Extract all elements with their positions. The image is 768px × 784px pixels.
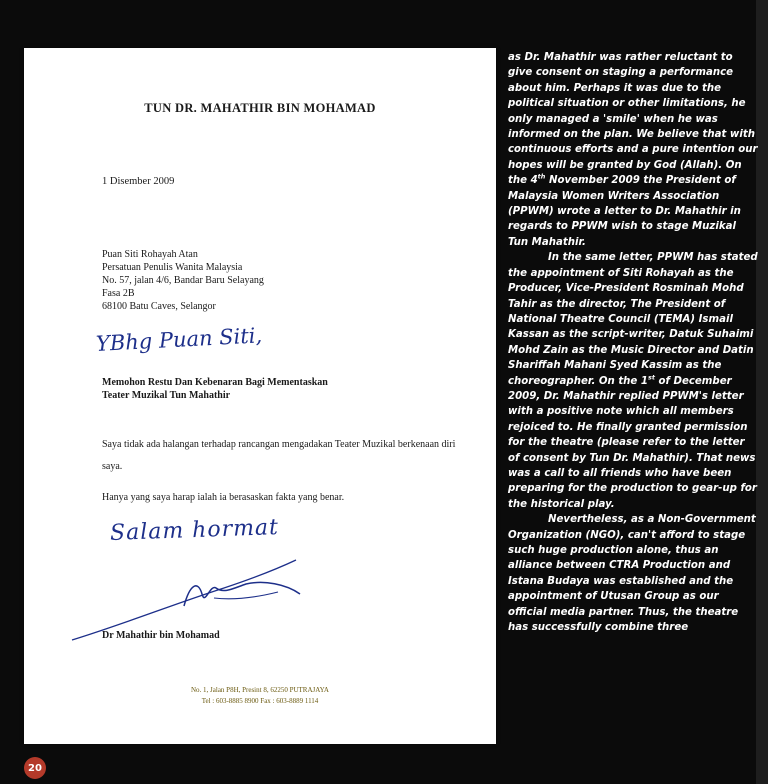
letter-page [24, 48, 496, 744]
letter-paragraph-1: Saya tidak ada halangan terhadap rancangan mengadakan Teater Muzikal berkenaan diri saya. [102, 439, 456, 472]
letter-subject [102, 376, 328, 402]
page-number-badge: 20 [24, 757, 46, 779]
letter-title: TUN DR. MAHATHIR BIN MOHAMAD [144, 101, 376, 115]
article-paragraph-3: Nevertheless, as a Non-Government Organization (NGO), can't afford to stage such huge production alone, thus an alliance between CTRA Production and Istana Budaya was established and the appointment of Utusan Group as our official media partner. Thus, the theatre has successfully combine three [508, 514, 756, 634]
subject-line: Memohon Restu Dan Kebenaran Bagi Mementaskan [102, 377, 328, 388]
address-line: Fasa 2B [102, 288, 135, 299]
letterhead-footer [24, 685, 496, 707]
handwritten-closing: Salam hormat [109, 515, 280, 546]
recipient-address [102, 248, 264, 313]
address-line: 68100 Batu Caves, Selangor [102, 301, 216, 312]
address-line: Puan Siti Rohayah Atan [102, 249, 198, 260]
letter-paragraph-2: Hanya yang saya harap ialah ia berasaskan fakta yang benar. [102, 492, 345, 503]
footer-contact: Tel : 603-8885 8900 Fax : 603-8889 1114 [201, 697, 319, 705]
footer-address: No. 1, Jalan P8H, Presint 8, 62250 PUTRAJAYA [190, 686, 329, 694]
address-line: No. 57, jalan 4/6, Bandar Baru Selayang [102, 275, 264, 286]
article-paragraph-2: In the same letter, PPWM has stated the appointment of Siti Rohayah as the Producer, Vice-President Rosminah Mohd Tahir as the director, The President of National Theatre Council (TEMA) Ismail Kassan as the script-writer, Datuk Suhaimi Mohd Zain as the Music Director and Datin Shariffah Mahani Syed Kassim as the choreographer. On the 1st of December 2009, Dr. Mahathir replied PPWM's letter with a positive note which all members rejoiced to. He finally granted permission for the theatre (please refer to the letter of consent by Tun Dr. Mahathir). That news was a call to all friends who have been preparing for the production to gear-up for the historical play. [508, 252, 758, 510]
signer-name: Dr Mahathir bin Mohamad [102, 630, 220, 641]
handwritten-greeting: YBhg Puan Siti, [95, 323, 263, 356]
article-paragraph-1: as Dr. Mahathir was rather reluctant to give consent on staging a performance about him. Perhaps it was due to the political situation or other limitations, he only managed a 'smile' when he was informed on the plan. We believe that with continuous efforts and a pure intention our hopes will be granted by God (Allah). On the 4th November 2009 the President of Malaysia Women Writers Association (PPWM) wrote a letter to Dr. Mahathir in regards to PPWM wish to stage Muzikal Tun Mahathir. [508, 52, 758, 248]
letter-date: 1 Disember 2009 [102, 176, 175, 187]
subject-line: Teater Muzikal Tun Mahathir [102, 390, 231, 401]
article-text [508, 50, 758, 635]
address-line: Persatuan Penulis Wanita Malaysia [102, 262, 243, 273]
